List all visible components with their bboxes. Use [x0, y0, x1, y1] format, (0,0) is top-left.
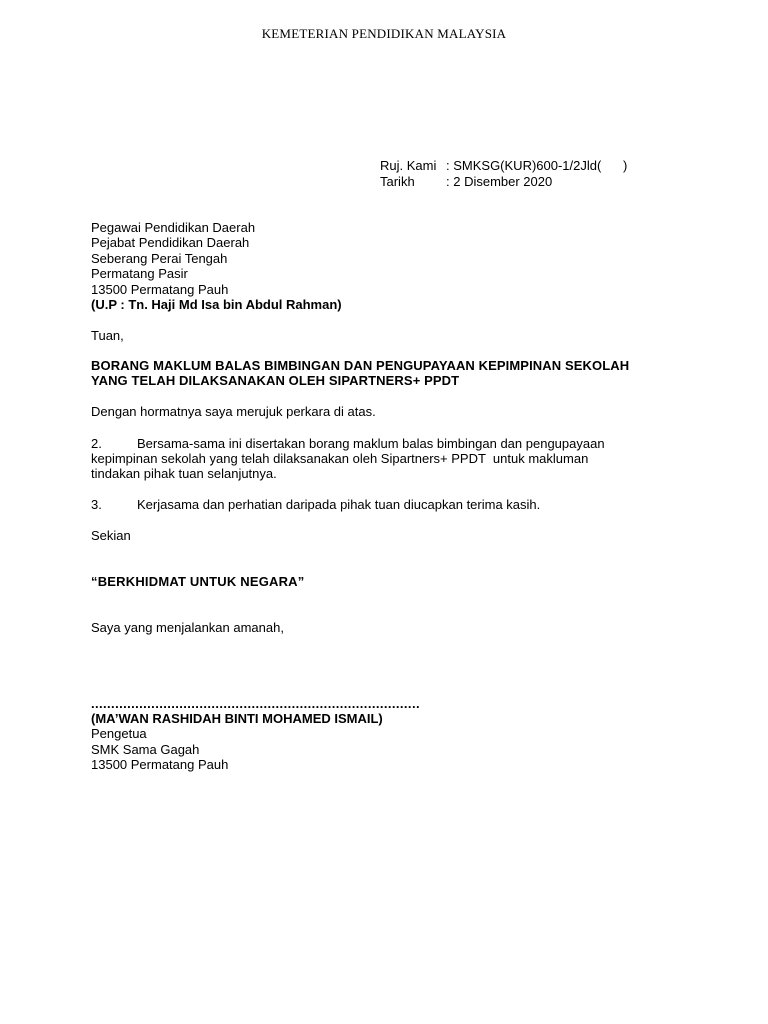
signatory-school: SMK Sama Gagah	[91, 741, 200, 757]
reference-block	[380, 158, 627, 190]
subject-heading	[91, 358, 629, 388]
paragraph-3	[91, 497, 540, 512]
recipient-line-1: Pegawai Pendidikan Daerah	[91, 220, 256, 235]
recipient-line-5: 13500 Permatang Pauh	[91, 281, 229, 297]
closing: Sekian	[91, 528, 131, 543]
paragraph-1: Dengan hormatnya saya merujuk perkara di atas.	[91, 404, 376, 419]
paragraph-2-line-1: Bersama-sama ini disertakan borang maklum balas bimbingan dan pengupayaan	[137, 436, 605, 451]
tarikh-value: : 2 Disember 2020	[446, 174, 553, 189]
recipient-line-4: Permatang Pasir	[91, 266, 188, 282]
signatory-title: Pengetua	[91, 726, 147, 742]
recipient-line-2: Pejabat Pendidikan Daerah	[91, 235, 250, 251]
recipient-address	[91, 220, 342, 312]
signature-line: ..................................................................................	[91, 696, 420, 711]
paragraph-2-line-3: tindakan pihak tuan selanjutnya.	[91, 466, 277, 481]
tarikh-label: Tarikh	[380, 174, 415, 189]
reference-row	[380, 158, 627, 174]
letterhead-title: KEMETERIAN PENDIDIKAN MALAYSIA	[261, 26, 507, 41]
motto: “BERKHIDMAT UNTUK NEGARA”	[91, 574, 305, 589]
recipient-attention: (U.P : Tn. Haji Md Isa bin Abdul Rahman)	[91, 296, 342, 312]
signatory-address: 13500 Permatang Pauh	[91, 757, 229, 773]
recipient-line-3: Seberang Perai Tengah	[91, 250, 228, 266]
subject-line-1: BORANG MAKLUM BALAS BIMBINGAN DAN PENGUPAYAAN KEPIMPINAN SEKOLAH	[91, 358, 630, 373]
paragraph-2-number: 2.	[91, 436, 102, 451]
paragraph-2	[91, 436, 605, 481]
paragraph-3-text: Kerjasama dan perhatian daripada pihak tuan diucapkan terima kasih.	[137, 497, 541, 512]
signature-block	[91, 711, 383, 773]
trust-line: Saya yang menjalankan amanah,	[91, 620, 284, 635]
paragraph-2-line-2: kepimpinan sekolah yang telah dilaksanakan oleh Sipartners+ PPDT untuk makluman	[91, 451, 589, 466]
paragraph-3-row	[91, 497, 540, 512]
paragraph-3-number: 3.	[91, 497, 102, 512]
ruj-value: : SMKSG(KUR)600-1/2Jld( )	[446, 158, 628, 173]
salutation: Tuan,	[91, 328, 124, 343]
ruj-label: Ruj. Kami	[380, 158, 437, 173]
signatory-name: (MA’WAN RASHIDAH BINTI MOHAMED ISMAIL)	[91, 711, 383, 726]
paragraph-2-first-line	[91, 436, 605, 451]
subject-line-2: YANG TELAH DILAKSANAKAN OLEH SIPARTNERS+ PPDT	[91, 373, 460, 388]
date-row	[380, 174, 627, 190]
